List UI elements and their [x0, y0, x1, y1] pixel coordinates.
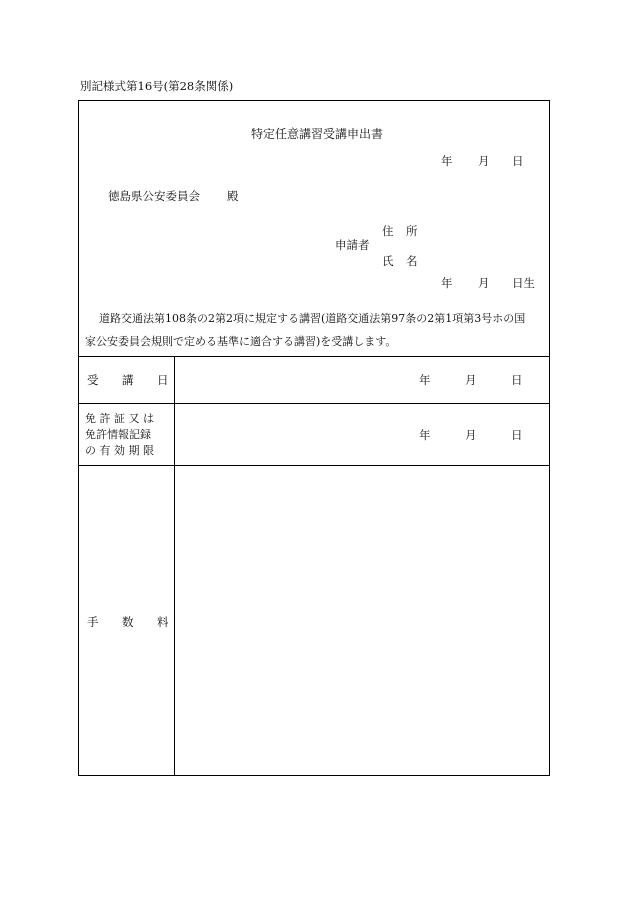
birth-day-label: 日生 — [512, 276, 535, 290]
birth-year-label: 年 — [441, 276, 453, 290]
addressee-name: 徳島県公安委員会 — [108, 189, 200, 203]
name-label-1: 氏 — [382, 254, 394, 268]
row-divider-2 — [79, 465, 549, 466]
addressee-honorific: 殿 — [227, 189, 239, 203]
license-expiry-label-line-1: 免 許 証 又 は — [85, 412, 154, 425]
fee-label-char-3: 料 — [157, 615, 169, 629]
date-month-label: 月 — [478, 154, 490, 168]
form-number-label: 別記様式第16号(第28条関係) — [80, 79, 234, 93]
license-expiry-day: 日 — [511, 428, 523, 442]
address-label-1: 住 — [382, 224, 394, 238]
table-top-border — [79, 356, 549, 357]
course-date-month: 月 — [465, 373, 477, 387]
fee-label-char-2: 数 — [122, 615, 134, 629]
column-divider — [174, 356, 175, 775]
name-label-2: 名 — [406, 254, 418, 268]
license-expiry-month: 月 — [465, 428, 477, 442]
date-day-label: 日 — [512, 154, 524, 168]
course-date-day: 日 — [511, 373, 523, 387]
course-date-label-char-3: 日 — [157, 373, 169, 387]
fee-label-char-1: 手 — [87, 615, 99, 629]
course-date-label-char-2: 講 — [122, 373, 134, 387]
application-form — [78, 100, 550, 776]
declaration-line-1: 道路交通法第108条の2第2項に規定する講習(道路交通法第97条の2第1項第3号ホの国 — [99, 312, 526, 325]
form-title: 特定任意講習受講申出書 — [251, 127, 384, 141]
license-expiry-label-line-2: 免許情報記録 — [85, 428, 151, 441]
license-expiry-year: 年 — [419, 428, 431, 442]
license-expiry-label-line-3: の 有 効 期 限 — [85, 444, 154, 457]
date-year-label: 年 — [441, 154, 453, 168]
birth-month-label: 月 — [478, 276, 490, 290]
course-date-year: 年 — [419, 373, 431, 387]
course-date-label-char-1: 受 — [87, 373, 99, 387]
applicant-label: 申請者 — [335, 238, 370, 252]
declaration-line-2: 家公安委員会規則で定める基準に適合する講習)を受講します。 — [85, 335, 397, 348]
row-divider-1 — [79, 403, 549, 404]
address-label-2: 所 — [406, 224, 418, 238]
